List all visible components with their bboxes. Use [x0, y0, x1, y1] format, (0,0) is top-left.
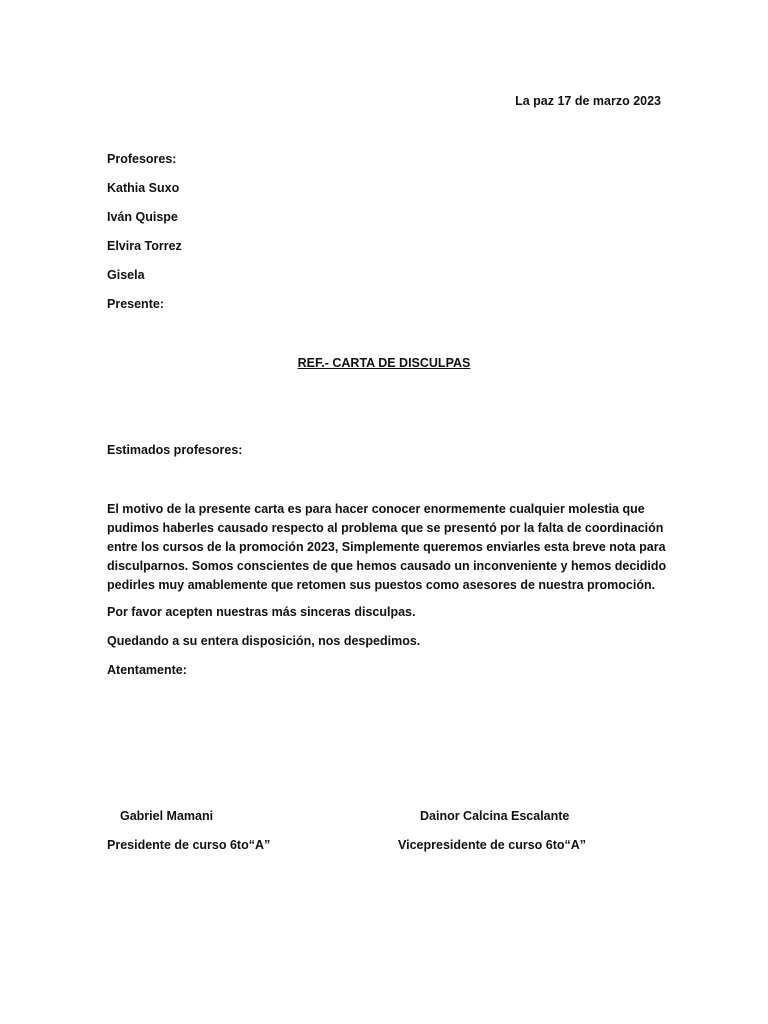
- apology-line: Por favor acepten nuestras más sinceras disculpas.: [107, 605, 416, 619]
- signature-name-vicepresident: Dainor Calcina Escalante: [420, 809, 570, 823]
- letter-date: La paz 17 de marzo 2023: [515, 94, 661, 108]
- body-line: entre los cursos de la promoción 2023, Simplemente queremos enviarles esta breve nota para: [107, 540, 666, 554]
- farewell-line: Quedando a su entera disposición, nos despedimos.: [107, 634, 421, 648]
- signature-role-vicepresident: Vicepresidente de curso 6to“A”: [398, 838, 587, 852]
- recipients-heading: Profesores:: [107, 152, 177, 166]
- reference-line: REF.- CARTA DE DISCULPAS: [297, 356, 471, 370]
- body-line: El motivo de la presente carta es para hacer conocer enormemente cualquier molestia que: [107, 502, 645, 516]
- recipient-name: Elvira Torrez: [107, 239, 182, 253]
- body-line: pudimos haberles causado respecto al problema que se presentó por la falta de coordinación: [107, 521, 664, 535]
- recipient-name: Kathia Suxo: [107, 181, 180, 195]
- signature-role-president: Presidente de curso 6to“A”: [107, 838, 271, 852]
- sign-off: Atentamente:: [107, 663, 187, 677]
- signature-name-president: Gabriel Mamani: [120, 809, 214, 823]
- recipient-name: Iván Quispe: [107, 210, 178, 224]
- recipients-block: [107, 151, 182, 325]
- body-paragraph: [107, 500, 667, 595]
- body-line: pedirles muy amablemente que retomen sus puestos como asesores de nuestra promoción.: [107, 578, 656, 592]
- recipient-name: Gisela: [107, 268, 145, 282]
- body-line: disculparnos. Somos conscientes de que hemos causado un inconveniente y hemos decidido: [107, 559, 667, 573]
- salutation: Estimados profesores:: [107, 443, 243, 457]
- recipients-closing: Presente:: [107, 297, 164, 311]
